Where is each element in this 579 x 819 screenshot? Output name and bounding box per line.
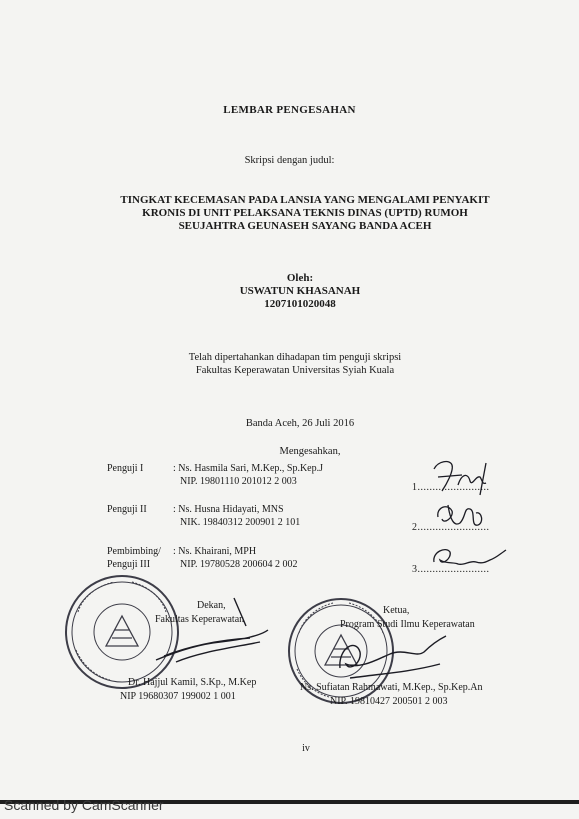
- thesis-title: [60, 194, 550, 233]
- dean-unit: Fakultas Keperawatan: [155, 614, 245, 625]
- examiner-2-name: : Ns. Husna Hidayati, MNS: [173, 504, 284, 515]
- dean-title: Dekan,: [197, 600, 226, 611]
- examiner-1-signature-line: 1........................: [412, 482, 490, 493]
- scanner-watermark: Scanned by CamScanner: [4, 797, 164, 813]
- head-title: Ketua,: [383, 605, 410, 616]
- examiner-1-id: NIP. 19801110 201012 2 003: [180, 476, 297, 487]
- by-label: Oleh:: [286, 272, 314, 284]
- defense-line-1: Telah dipertahankan dihadapan tim penguji skripsi: [188, 352, 402, 363]
- thesis-title-line-3: SEUJAHTRA GEUNASEH SAYANG BANDA ACEH: [178, 220, 432, 232]
- page-number: iv: [302, 743, 310, 754]
- author-name: USWATUN KHASANAH: [239, 285, 361, 297]
- head-name: Ns. Sufiatan Rahmawati, M.Kep., Sp.Kep.An: [300, 682, 483, 693]
- examiner-2-role: Penguji II: [107, 504, 147, 515]
- examiner-1-name: : Ns. Hasmila Sari, M.Kep., Sp.Kep.J: [173, 463, 323, 474]
- examiner-3-id: NIP. 19780528 200604 2 002: [180, 559, 298, 570]
- dean-id: NIP 19680307 199002 1 001: [120, 691, 236, 702]
- examiner-1-signature: [428, 455, 498, 497]
- examiner-3-role-a: Pembimbing/: [107, 546, 161, 557]
- page-heading: LEMBAR PENGESAHAN: [223, 104, 356, 116]
- head-signature: [320, 628, 450, 688]
- examiner-2-signature: [430, 497, 490, 535]
- author-block: [0, 272, 579, 311]
- examiner-3-signature: [430, 540, 510, 574]
- examiner-3-name: : Ns. Khairani, MPH: [173, 546, 257, 557]
- defense-line-2: Fakultas Keperawatan Universitas Syiah Kuala: [195, 365, 395, 376]
- thesis-intro: Skripsi dengan judul:: [244, 155, 335, 166]
- head-unit: Program Studi Ilmu Keperawatan: [340, 619, 475, 630]
- dean-signature: [150, 590, 270, 670]
- place-date: Banda Aceh, 26 Juli 2016: [245, 418, 355, 429]
- thesis-title-line-1: TINGKAT KECEMASAN PADA LANSIA YANG MENGALAMI PENYAKIT: [120, 194, 490, 206]
- examiner-2-signature-line: 2........................: [412, 522, 490, 533]
- head-id: NIP. 19810427 200501 2 003: [330, 696, 448, 707]
- thesis-title-line-2: KRONIS DI UNIT PELAKSANA TEKNIS DINAS (UPTD) RUMOH: [142, 207, 468, 219]
- examiner-1-role: Penguji I: [107, 463, 144, 474]
- examiner-2-id: NIK. 19840312 200901 2 101: [180, 517, 301, 528]
- examiner-3-signature-line: 3........................: [412, 564, 490, 575]
- dean-name: Dr. Hajjul Kamil, S.Kp., M.Kep: [128, 677, 257, 688]
- ratified-label: Mengesahkan,: [279, 446, 341, 457]
- defense-statement: [0, 351, 579, 377]
- examiner-3-role-b: Penguji III: [107, 559, 151, 570]
- author-student-id: 1207101020048: [264, 298, 336, 310]
